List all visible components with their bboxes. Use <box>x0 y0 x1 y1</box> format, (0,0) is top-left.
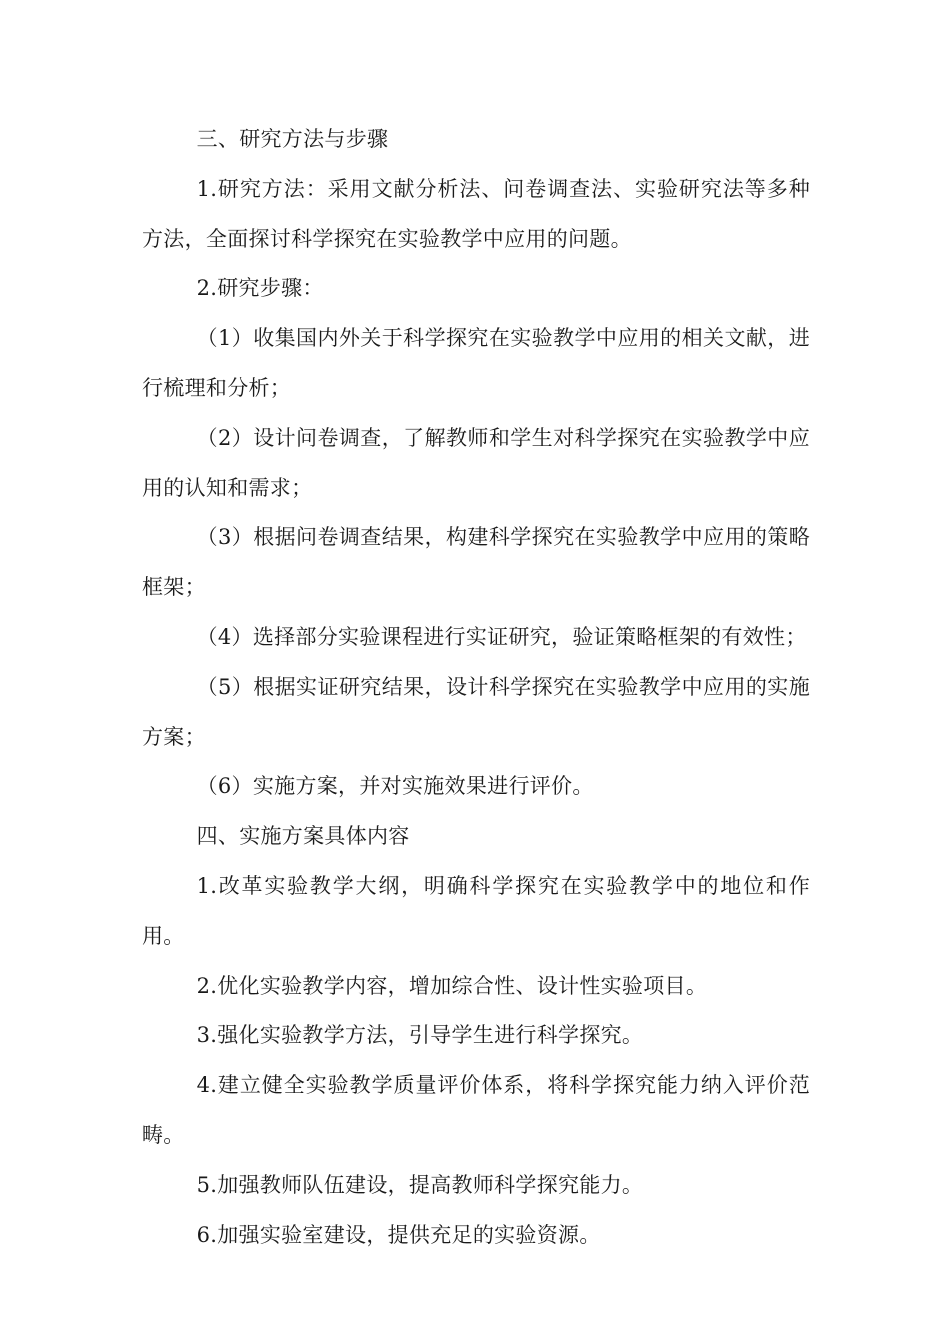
implementation-item-6: 6.加强实验室建设，提供充足的实验资源。 <box>196 1222 601 1247</box>
implementation-item-4: 4.建立健全实验教学质量评价体系，将科学探究能力纳入评价范畴。 <box>142 1073 810 1147</box>
implementation-item-2: 2.优化实验教学内容，增加综合性、设计性实验项目。 <box>196 973 708 998</box>
step-item-2: （2）设计问卷调查，了解教师和学生对科学探究在实验教学中应用的认知和需求； <box>142 425 810 500</box>
implementation-item-5: 5.加强教师队伍建设，提高教师科学探究能力。 <box>196 1172 644 1197</box>
step-item-6: （6）实施方案，并对实施效果进行评价。 <box>196 774 594 799</box>
step-item-1: （1）收集国内外关于科学探究在实验教学中应用的相关文献，进行梳理和分析； <box>142 326 810 400</box>
paragraph-research-method: 1.研究方法：采用文献分析法、问卷调查法、实验研究法等多种方法，全面探讨科学探究在实验教学中应用的问题。 <box>142 176 810 251</box>
step-item-3: （3）根据问卷调查结果，构建科学探究在实验教学中应用的策略框架； <box>142 525 810 600</box>
document-body <box>142 115 810 1260</box>
section-heading-implementation: 四、实施方案具体内容 <box>196 824 410 849</box>
step-item-4: （4）选择部分实验课程进行实证研究，验证策略框架的有效性； <box>196 624 807 649</box>
paragraph-research-steps: 2.研究步骤： <box>196 276 324 301</box>
implementation-item-3: 3.强化实验教学方法，引导学生进行科学探究。 <box>196 1023 644 1048</box>
section-heading-research-methods: 三、研究方法与步骤 <box>196 127 389 151</box>
implementation-item-1: 1.改革实验教学大纲，明确科学探究在实验教学中的地位和作用。 <box>142 873 810 948</box>
step-item-5: （5）根据实证研究结果，设计科学探究在实验教学中应用的实施方案； <box>142 674 810 749</box>
